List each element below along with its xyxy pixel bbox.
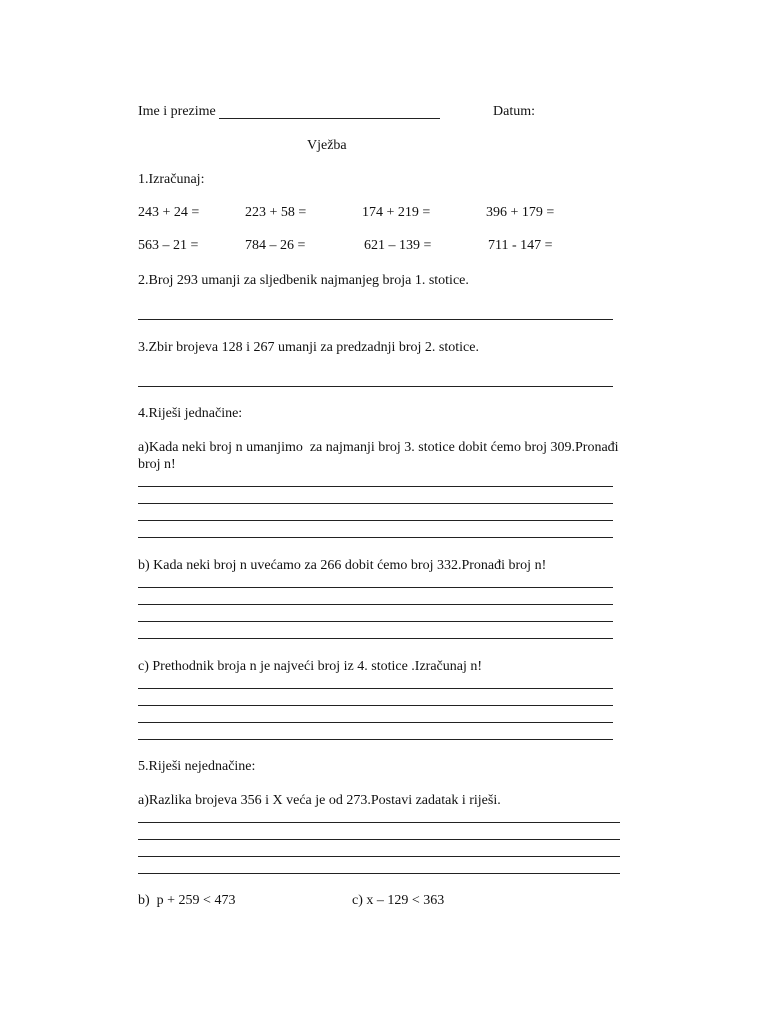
answer-line [138, 386, 613, 387]
task-5c-inequality: c) x – 129 < 363 [352, 893, 445, 908]
answer-line [138, 604, 613, 605]
name-blank-line [219, 118, 440, 119]
answer-line [138, 503, 613, 504]
task-5-heading: 5.Riješi nejednačine: [138, 759, 256, 774]
answer-line [138, 739, 613, 740]
date-label: Datum: [493, 104, 535, 119]
answer-line [138, 822, 620, 823]
answer-line [138, 856, 620, 857]
expression: 396 + 179 = [486, 205, 555, 220]
task-1-heading: 1.Izračunaj: [138, 172, 205, 187]
task-3-text: 3.Zbir brojeva 128 i 267 umanji za predzadnji broj 2. stotice. [138, 340, 479, 355]
answer-line [138, 537, 613, 538]
task-4c-text: c) Prethodnik broja n je najveći broj iz 4. stotice .Izračunaj n! [138, 659, 483, 674]
task-5b-inequality: b) p + 259 < 473 [138, 893, 236, 908]
expression: 243 + 24 = [138, 205, 200, 220]
expression: 711 - 147 = [488, 238, 553, 253]
answer-line [138, 839, 620, 840]
answer-line [138, 873, 620, 874]
answer-line [138, 688, 613, 689]
task-2-text: 2.Broj 293 umanji za sljedbenik najmanjeg broja 1. stotice. [138, 273, 469, 288]
task-4a-text: a)Kada neki broj n umanjimo za najmanji broj 3. stotice dobit ćemo broj 309.Pronađi [138, 440, 619, 455]
answer-line [138, 705, 613, 706]
answer-line [138, 319, 613, 320]
task-4-heading: 4.Riješi jednačine: [138, 406, 243, 421]
expression: 621 – 139 = [364, 238, 432, 253]
task-4a-text-continued: broj n! [138, 457, 176, 472]
answer-line [138, 722, 613, 723]
expression: 563 – 21 = [138, 238, 199, 253]
expression: 174 + 219 = [362, 205, 431, 220]
expression: 223 + 58 = [245, 205, 307, 220]
answer-line [138, 520, 613, 521]
answer-line [138, 587, 613, 588]
answer-line [138, 638, 613, 639]
task-4b-text: b) Kada neki broj n uvećamo za 266 dobit ćemo broj 332.Pronađi broj n! [138, 558, 547, 573]
page-title: Vježba [307, 138, 347, 153]
name-label: Ime i prezime [138, 104, 216, 119]
answer-line [138, 621, 613, 622]
expression: 784 – 26 = [245, 238, 306, 253]
task-5a-text: a)Razlika brojeva 356 i X veća je od 273.Postavi zadatak i riješi. [138, 793, 501, 808]
answer-line [138, 486, 613, 487]
